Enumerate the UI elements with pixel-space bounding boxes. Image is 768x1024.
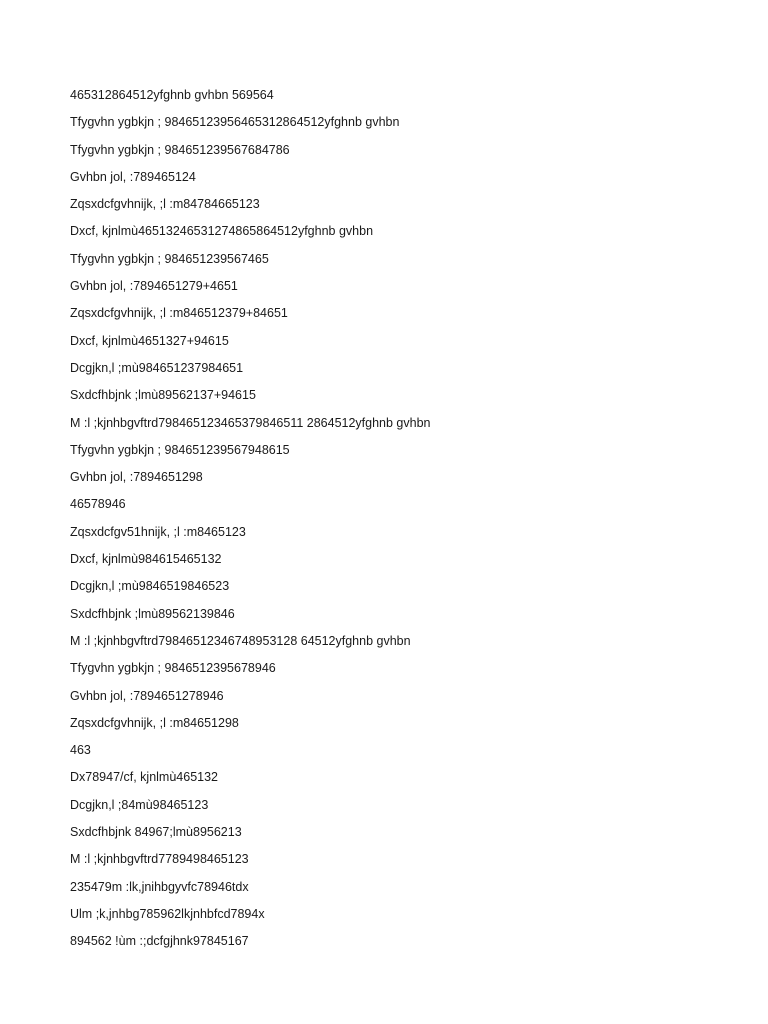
text-line: 894562 !ùm :;dcfgjhnk97845167: [70, 934, 249, 949]
text-line: 46578946: [70, 497, 126, 512]
text-line: Dcgjkn,l ;mù9846519846523: [70, 579, 230, 594]
text-line: Dxcf, kjnlmù46513246531274865864512yfghnb gvhbn: [70, 224, 374, 239]
text-line: Zqsxdcfgvhnijk, ;l :m846512379+84651: [70, 306, 288, 321]
text-line: Sxdcfhbjnk 84967;lmù8956213: [70, 825, 242, 840]
text-line: M :l ;kjnhbgvftrd798465123465379846511 2864512yfghnb gvhbn: [70, 415, 431, 430]
text-line: Tfygvhn ygbkjn ; 984651239567465: [70, 251, 269, 266]
text-line: Dcgjkn,l ;84mù98465123: [70, 797, 209, 812]
text-line: Tfygvhn ygbkjn ; 984651239567948615: [70, 442, 290, 457]
text-line: Dxcf, kjnlmù984615465132: [70, 552, 222, 567]
text-line: Zqsxdcfgvhnijk, ;l :m84651298: [70, 715, 239, 730]
text-line: Dx78947/cf, kjnlmù465132: [70, 770, 219, 785]
text-line: Tfygvhn ygbkjn ; 98465123956465312864512yfghnb gvhbn: [70, 115, 400, 130]
text-line: 465312864512yfghnb gvhbn 569564: [70, 88, 274, 102]
text-line: Gvhbn jol, :7894651298: [70, 470, 203, 485]
text-line: Sxdcfhbjnk ;lmù89562139846: [70, 606, 235, 621]
text-line: Ulm ;k,jnhbg785962lkjnhbfcd7894x: [70, 906, 265, 921]
text-line: M :l ;kjnhbgvftrd7789498465123: [70, 852, 249, 867]
text-line: Dcgjkn,l ;mù984651237984651: [70, 360, 244, 375]
text-line: Gvhbn jol, :7894651278946: [70, 688, 224, 703]
text-line: Tfygvhn ygbkjn ; 9846512395678946: [70, 661, 276, 676]
text-line: 235479m :lk,jnihbgyvfc78946tdx: [70, 879, 249, 894]
text-line: Zqsxdcfgvhnijk, ;l :m84784665123: [70, 197, 260, 212]
text-line: Tfygvhn ygbkjn ; 984651239567684786: [70, 142, 290, 157]
text-line: Dxcf, kjnlmù4651327+94615: [70, 333, 229, 348]
document-body: [70, 86, 431, 960]
text-line: Gvhbn jol, :789465124: [70, 169, 196, 184]
text-line: Sxdcfhbjnk ;lmù89562137+94615: [70, 388, 256, 403]
text-line: M :l ;kjnhbgvftrd79846512346748953128 64512yfghnb gvhbn: [70, 633, 411, 648]
text-line: 463: [70, 743, 91, 758]
text-line: Gvhbn jol, :7894651279+4651: [70, 279, 238, 294]
text-line: Zqsxdcfgv51hnijk, ;l :m8465123: [70, 524, 246, 539]
